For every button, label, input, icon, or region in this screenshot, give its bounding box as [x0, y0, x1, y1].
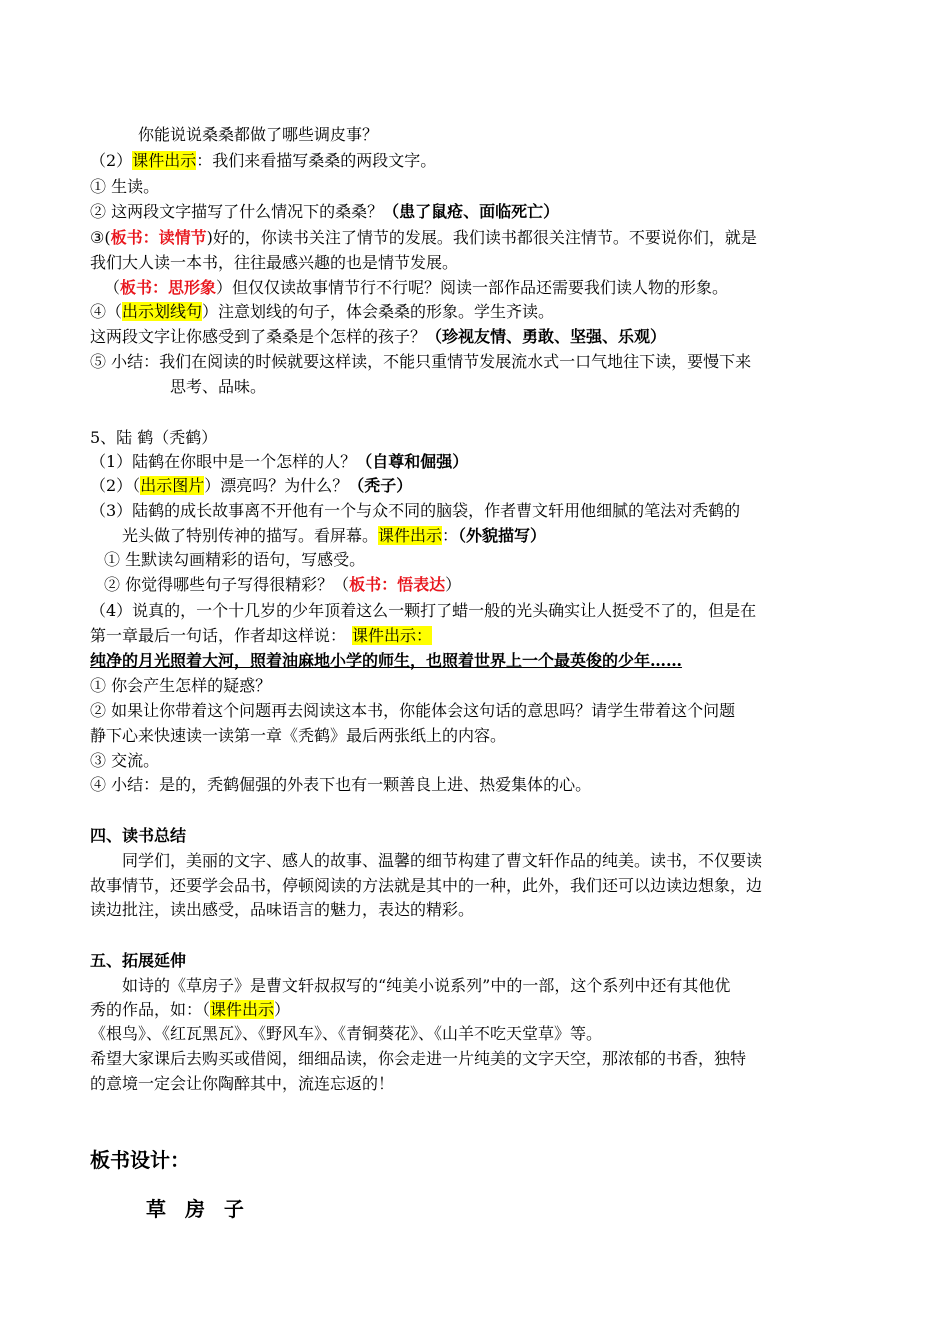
text-line: ① 你会产生怎样的疑惑？ — [90, 676, 272, 695]
text-line: 这两段文字让你感受到了桑桑是个怎样的孩子？（珍视友情、勇敢、坚强、乐观） — [90, 327, 667, 346]
answer-text: （秃子） — [348, 476, 413, 495]
text-line: ⑤ 小结：我们在阅读的时候就要这样读，不能只重情节发展流水式一口气地往下读，要慢下来 — [90, 352, 752, 371]
text-line: （3）陆鹤的成长故事离不开他有一个与众不同的脑袋，作者曹文轩用他细腻的笔法对秃鹤的 — [90, 501, 741, 520]
answer-text: （患了鼠疮、面临死亡） — [383, 202, 560, 221]
text-line: ③ 交流。 — [90, 751, 160, 770]
highlight-show-picture: 出示图片 — [140, 476, 205, 495]
paragraph-line: 希望大家课后去购买或借阅，细细品读，你会走进一片纯美的文字天空，那浓郁的书香，独特 — [90, 1049, 747, 1068]
text-line: 光头做了特别传神的描写。看屏幕。课件出示：（外貌描写） — [122, 526, 547, 545]
text-line: ② 你觉得哪些句子写得很精彩？（板书：悟表达） — [104, 575, 462, 594]
paragraph-line: 同学们，美丽的文字、感人的故事、温馨的细节构建了曹文轩作品的纯美。读书，不仅要读 — [122, 851, 763, 870]
highlight-courseware: 课件出示 — [378, 526, 443, 545]
text-line: （4）说真的，一个十几岁的少年顶着这么一颗打了蜡一般的光头确实让人挺受不了的，但是在 — [90, 601, 757, 620]
quoted-sentence: 纯净的月光照着大河，照着油麻地小学的师生，也照着世界上一个最英俊的少年…… — [90, 651, 683, 670]
board-design-heading: 草 房 子 — [146, 1197, 250, 1221]
section-heading: 四、读书总结 — [90, 826, 187, 845]
board-design-title: 板书设计： — [90, 1148, 190, 1172]
section-heading: 五、拓展延伸 — [90, 951, 187, 970]
highlight-courseware: 课件出示： — [352, 626, 433, 645]
text-line: （2）课件出示：我们来看描写桑桑的两段文字。 — [90, 151, 437, 170]
text-line: ② 如果让你带着这个问题再去阅读这本书，你能体会这句话的意思吗？请学生带着这个问题 — [90, 701, 736, 720]
text-line: ① 生读。 — [90, 177, 160, 196]
answer-text: （外貌描写） — [458, 526, 547, 545]
answer-text: （自尊和倔强） — [356, 452, 469, 471]
text-line: 思考、品味。 — [170, 377, 267, 396]
text-line: （2）（出示图片）漂亮吗？为什么？（秃子） — [90, 476, 413, 495]
text-line: ① 生默读勾画精彩的语句，写感受。 — [104, 550, 366, 569]
text-line: 你能说说桑桑都做了哪些调皮事？ — [138, 125, 379, 144]
paragraph-line: 读边批注，读出感受，品味语言的魅力，表达的精彩。 — [90, 900, 475, 919]
text-line: （1）陆鹤在你眼中是一个怎样的人？（自尊和倔强） — [90, 452, 469, 471]
paragraph-line: 秀的作品，如：（课件出示） — [90, 1000, 291, 1019]
text-line: ④（出示划线句）注意划线的句子，体会桑桑的形象。学生齐读。 — [90, 302, 555, 321]
paragraph-line: 如诗的《草房子》是曹文轩叔叔写的“纯美小说系列”中的一部，这个系列中还有其他优 — [122, 976, 731, 995]
answer-text: （珍视友情、勇敢、坚强、乐观） — [426, 327, 667, 346]
text-line: ② 这两段文字描写了什么情况下的桑桑？（患了鼠疮、面临死亡） — [90, 202, 560, 221]
board-note: 板书：悟表达 — [349, 575, 446, 594]
board-note: 板书：读情节 — [110, 228, 207, 247]
text-line: 第一章最后一句话，作者却这样说： 课件出示： — [90, 626, 433, 645]
paragraph-line: 的意境一定会让你陶醉其中，流连忘返的！ — [90, 1074, 395, 1093]
highlight-courseware: 课件出示 — [132, 151, 197, 170]
text-line: 5、陆 鹤（秃鹤） — [90, 428, 218, 447]
board-note: 板书：思形象 — [120, 278, 217, 297]
paragraph-line: 《根鸟》、《红瓦黑瓦》、《野风车》、《青铜葵花》、《山羊不吃天堂草》等。 — [90, 1024, 603, 1043]
text-line: ③(板书：读情节)好的，你读书关注了情节的发展。我们读书都很关注情节。不要说你们，就是 — [90, 228, 757, 247]
highlight-courseware: 课件出示 — [210, 1000, 275, 1019]
highlight-underline-sentence: 出示划线句 — [122, 302, 203, 321]
text-line: （板书：思形象）但仅仅读故事情节行不行呢？阅读一部作品还需要我们读人物的形象。 — [104, 278, 729, 297]
text-line: 静下心来快速读一读第一章《秃鹤》最后两张纸上的内容。 — [90, 726, 507, 745]
text-line: ④ 小结：是的，秃鹤倔强的外表下也有一颗善良上进、热爱集体的心。 — [90, 775, 592, 794]
text-line: 我们大人读一本书，往往最感兴趣的也是情节发展。 — [90, 253, 459, 272]
paragraph-line: 故事情节，还要学会品书，停顿阅读的方法就是其中的一种，此外，我们还可以边读边想象，边 — [90, 876, 763, 895]
